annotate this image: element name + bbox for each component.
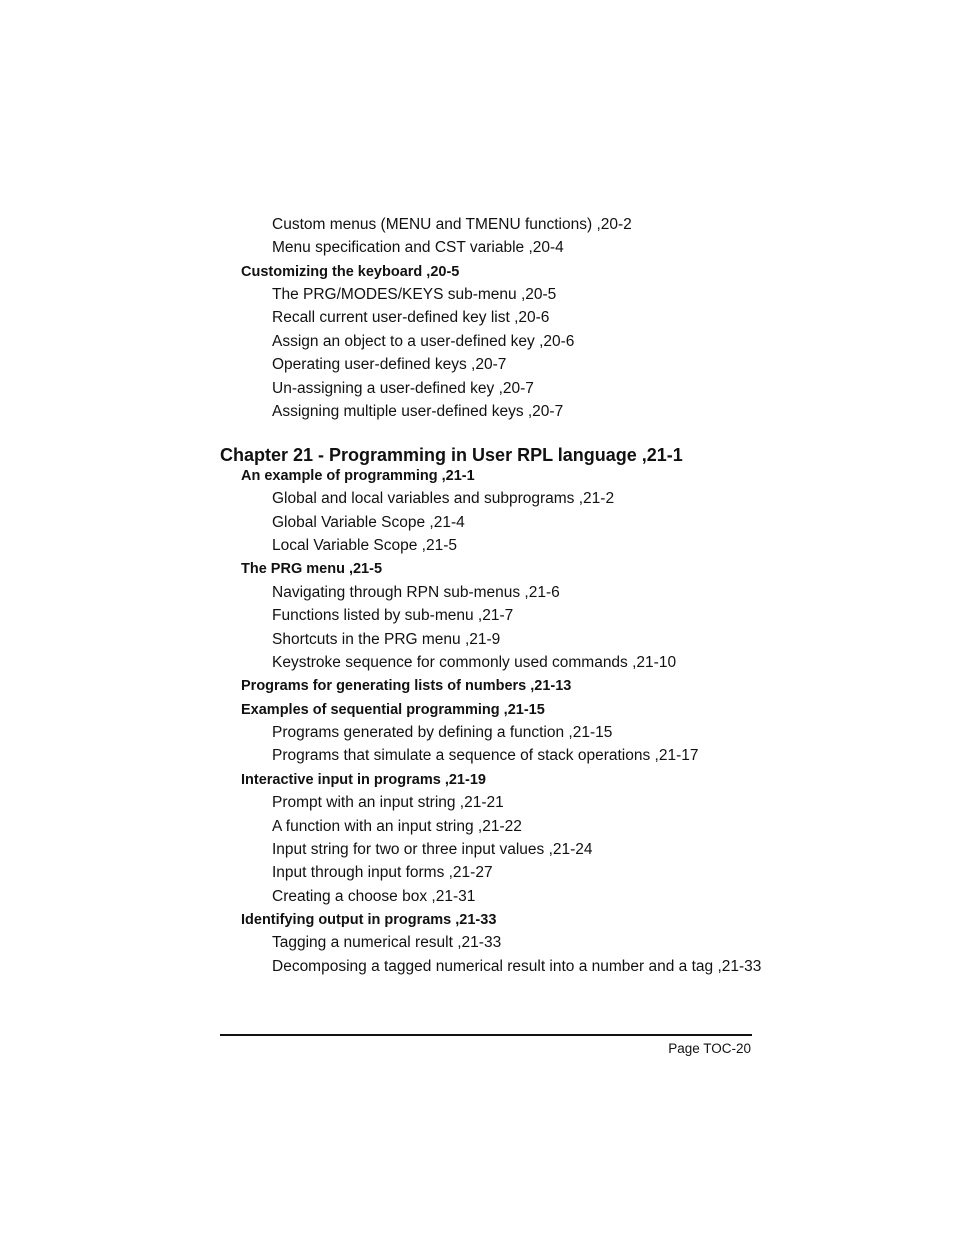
toc-entry: Programs that simulate a sequence of stack operations ,21-17	[272, 747, 699, 764]
toc-entry: Global and local variables and subprograms ,21-2	[272, 490, 615, 507]
toc-section-heading: An example of programming ,21-1	[241, 468, 475, 484]
toc-chapter-heading: Chapter 21 - Programming in User RPL language ,21-1	[220, 445, 683, 465]
toc-entry: Input through input forms ,21-27	[272, 864, 493, 881]
toc-entry: Menu specification and CST variable ,20-4	[272, 239, 564, 256]
toc-section-heading: Interactive input in programs ,21-19	[241, 772, 486, 788]
toc-entry: Custom menus (MENU and TMENU functions) ,20-2	[272, 216, 632, 233]
toc-entry: Input string for two or three input values ,21-24	[272, 841, 593, 858]
toc-entry: Programs generated by defining a function ,21-15	[272, 724, 613, 741]
toc-entry: Decomposing a tagged numerical result into a number and a tag ,21-33	[272, 958, 762, 975]
toc-section-heading: The PRG menu ,21-5	[241, 561, 383, 577]
toc-section-heading: Programs for generating lists of numbers ,21-13	[241, 678, 572, 694]
toc-entry: Local Variable Scope ,21-5	[272, 537, 457, 554]
toc-entry: Tagging a numerical result ,21-33	[272, 934, 502, 951]
toc-section-heading: Examples of sequential programming ,21-15	[241, 702, 545, 718]
footer-divider	[220, 1034, 752, 1036]
toc-entry: Functions listed by sub-menu ,21-7	[272, 607, 514, 624]
toc-section-heading: Customizing the keyboard ,20-5	[241, 264, 460, 280]
toc-entry: Assign an object to a user-defined key ,20-6	[272, 333, 575, 350]
page-number: Page TOC-20	[668, 1041, 751, 1056]
toc-entry: A function with an input string ,21-22	[272, 818, 522, 835]
toc-section-heading: Identifying output in programs ,21-33	[241, 912, 497, 928]
toc-entry: Recall current user-defined key list ,20-6	[272, 309, 550, 326]
toc-entry: Operating user-defined keys ,20-7	[272, 356, 507, 373]
toc-entry: Global Variable Scope ,21-4	[272, 514, 465, 531]
toc-entry: Assigning multiple user-defined keys ,20-7	[272, 403, 564, 420]
toc-entry: Shortcuts in the PRG menu ,21-9	[272, 631, 501, 648]
toc-entry: Prompt with an input string ,21-21	[272, 794, 504, 811]
toc-entry: Un-assigning a user-defined key ,20-7	[272, 380, 534, 397]
toc-entry: Navigating through RPN sub-menus ,21-6	[272, 584, 560, 601]
toc-entry: The PRG/MODES/KEYS sub-menu ,20-5	[272, 286, 557, 303]
toc-entry: Keystroke sequence for commonly used commands ,21-10	[272, 654, 677, 671]
toc-entry: Creating a choose box ,21-31	[272, 888, 476, 905]
